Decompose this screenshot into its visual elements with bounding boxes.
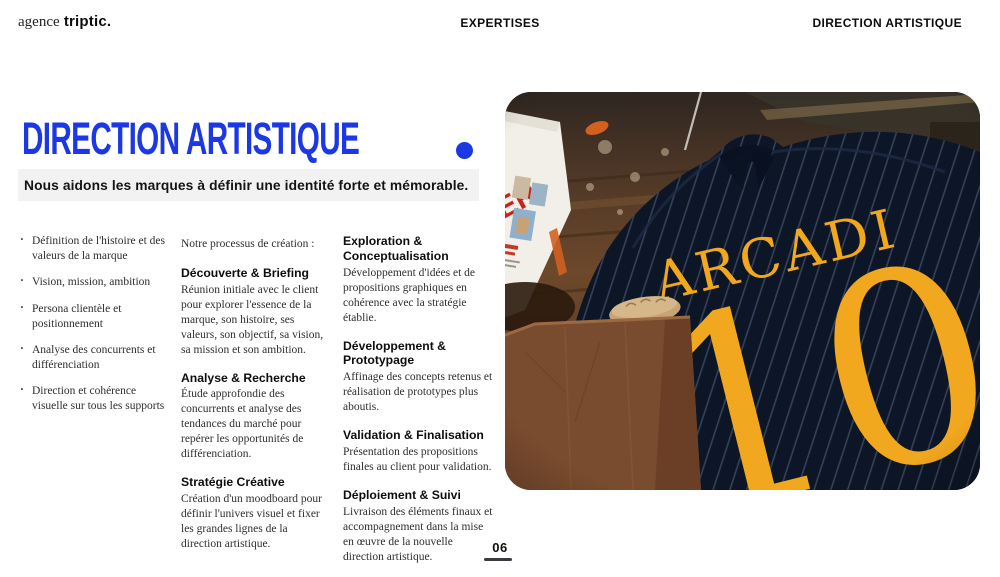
process-step-title: Déploiement & Suivi — [343, 487, 461, 502]
process-step-body: Présentation des propositions finales au client pour validation. — [343, 445, 492, 473]
process-step-title: Développement & Prototypage — [343, 338, 446, 368]
process-step — [181, 266, 329, 358]
list-item: · Direction et cohérence visuelle sur tous les supports — [18, 384, 170, 414]
header-page-label: DIRECTION ARTISTIQUE — [812, 16, 962, 30]
process-step — [343, 428, 495, 475]
process-step-body: Réunion initiale avec le client pour explorer l'essence de la marque, son histoire, ses valeurs, son objectif, sa vision, sa mission et son ambition. — [181, 283, 324, 356]
list-item: · Analyse des concurrents et différenciation — [18, 343, 170, 373]
page-subtitle: Nous aidons les marques à définir une identité forte et mémorable. — [18, 169, 479, 201]
process-column-1 — [181, 237, 329, 565]
process-step — [343, 234, 495, 326]
brand-prefix: agence — [18, 14, 60, 30]
brand-name: triptic. — [63, 13, 112, 30]
process-step-body: Création d'un moodboard pour définir l'univers visuel et fixer les grandes lignes de la direction artistique. — [181, 492, 323, 550]
process-step-title: Exploration & Conceptualisation — [343, 234, 449, 263]
process-step-title: Stratégie Créative — [181, 475, 285, 490]
footer-progress-bar — [484, 558, 512, 561]
jersey-photo — [505, 92, 980, 490]
process-step — [181, 371, 329, 463]
list-item: · Définition de l'histoire et des valeurs de la marque — [18, 234, 170, 264]
capabilities-list — [18, 234, 170, 426]
page-title — [22, 113, 533, 164]
process-step-body: Étude approfondie des concurrents et analyse des tendances du marché pour repérer les opportunités de différenciation. — [181, 388, 304, 461]
process-step-body: Livraison des éléments finaux et accompagnement dans la mise en œuvre de la nouvelle direction artistique. — [343, 505, 493, 563]
header-section-label: EXPERTISES — [460, 16, 540, 30]
process-step-body: Affinage des concepts retenus et réalisation de prototypes plus aboutis. — [343, 371, 493, 414]
process-intro: Notre processus de création : — [181, 238, 315, 250]
process-step — [343, 339, 495, 416]
process-step-title: Analyse & Recherche — [181, 370, 306, 385]
page-number: 06 — [492, 540, 508, 555]
accent-dot-icon — [456, 142, 473, 159]
list-item: · Persona clientèle et positionnement — [18, 302, 170, 332]
process-step-title: Validation & Finalisation — [343, 428, 484, 443]
page-title-text: DIRECTION ARTISTIQUE — [22, 113, 360, 164]
jersey-photo-illustration — [505, 92, 980, 490]
process-step-body: Développement d'idées et de propositions graphiques en cohérence avec la stratégie établie. — [343, 266, 476, 324]
process-column-2 — [343, 234, 495, 577]
process-step-title: Découverte & Briefing — [181, 265, 309, 280]
list-item: · Vision, mission, ambition — [18, 275, 170, 290]
